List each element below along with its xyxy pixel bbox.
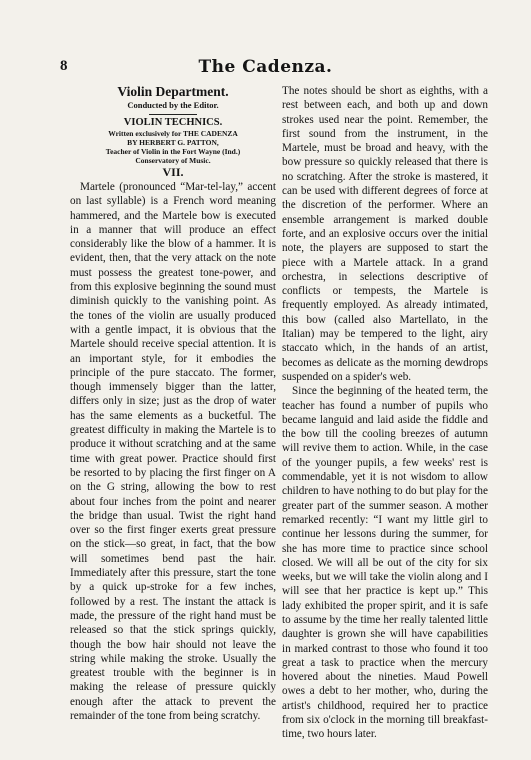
written-for-line: Written exclusively for THE CADENZA	[108, 129, 238, 138]
body-paragraph: The notes should be short as eighths, with a rest between each, and both up and down strokes used near the point. Remember, the first sound from the instrument, in the Martele, must be broad and heavy, with the bow pressure so quickly released that there is no scratching. After the stroke is mastered, it can be used with different degrees of force at the discretion of the performer. Where an ensemble arrangement is marked double forte, and an explosive occurs over the initial note, the players are supposed to start the piece with a Martele attack. In a grand orchestra, in selections descriptive of conflicts or tempests, the Martele is frequently employed. As already intimated, this bow (called also Martellato, in the Italian) may be tempered to the light, airy staccato which, in the hands of an artist, becomes as delicate as the morning dewdrops suspended on a spider's web.	[282, 85, 488, 383]
page-number: 8	[60, 58, 68, 74]
right-column	[282, 84, 488, 742]
body-paragraph: Martele (pronounced “Mar-tel-lay,” accent on last syllable) is a French word meaning hammered, and the Martele bow is executed in a manner that will produce an effect considerably like the blow of a hammer. It is evident, then, that the very attack on the note must possess the greatest tone-power, and from this explosive beginning the sound must diminish quickly to the vanishing point. As the tones of the violin are usually produced with a gentle impact, it is obvious that the Martele should receive special attention. It is an important style, for it embodies the principle of the pure staccato. The former, though immensely bigger than the latter, differs only in size; just as the drop of water has the same elements as a bucketful. The greatest difficulty in making the Martele is to produce it without scratching and at the same time with great power. Practice should first be resorted to by placing the first finger on A on the G string, allowing the bow to rest about four inches from the point and nearer the bridge than usual. Twist the right hand over so the first finger exerts great pressure on the stick—so great, in fact, that the bow will sometimes bend past the hair. Immediately after this pressure, start the tone by a quick up-stroke for a few inches, followed by a rest. The instant the attack is made, the pressure of the right hand must be released so that the stick springs quickly, though the bow hair should not leave the string while making the stroke. Usually the greatest trouble with the beginner is in making the release of pressure quickly enough after the attack to prevent the remainder of the tone from being scratchy.	[70, 181, 276, 722]
affiliation-line-2: Conservatory of Music.	[135, 156, 211, 165]
part-number: VII.	[162, 165, 184, 179]
department-title: Violin Department.	[117, 84, 229, 99]
left-column	[70, 84, 276, 723]
section-title: VIOLIN TECHNICS.	[123, 117, 223, 128]
byline: BY HERBERT G. PATTON,	[127, 138, 219, 147]
running-title: The Cadenza.	[198, 57, 333, 77]
conducted-by: Conducted by the Editor.	[127, 100, 219, 110]
article-columns	[70, 84, 488, 741]
affiliation-line-1: Teacher of Violin in the Fort Wayne (Ind.)	[105, 147, 241, 156]
title-divider	[149, 114, 197, 115]
body-paragraph: Since the beginning of the heated term, the teacher has found a number of pupils who became languid and laid aside the fiddle and the bow till the cooling breezes of autumn will revive them to action. While, in the case of the younger pupils, a few weeks' rest is commendable, yet it is not wisdom to allow children to have nothing to do but play for the greater part of the summer season. A mother remarked recently: “I want my little girl to continue her lessons during the summer, for she has more time to practice since school closed. We will all be out of the city for six weeks, but we will take the violin along and I will see that her practice is kept up.” This lady exhibited the proper spirit, and it is safe to assume by the time her really talented little daughter is grown she will have capabilities in marked contrast to those who found it too great a task to practice when the mercury hovered about the nineties. Maud Powell owes a debt to her mother, who, during the artist's childhood, required her to practice from six o'clock in the morning till breakfast-time, two hours later.	[282, 385, 488, 741]
